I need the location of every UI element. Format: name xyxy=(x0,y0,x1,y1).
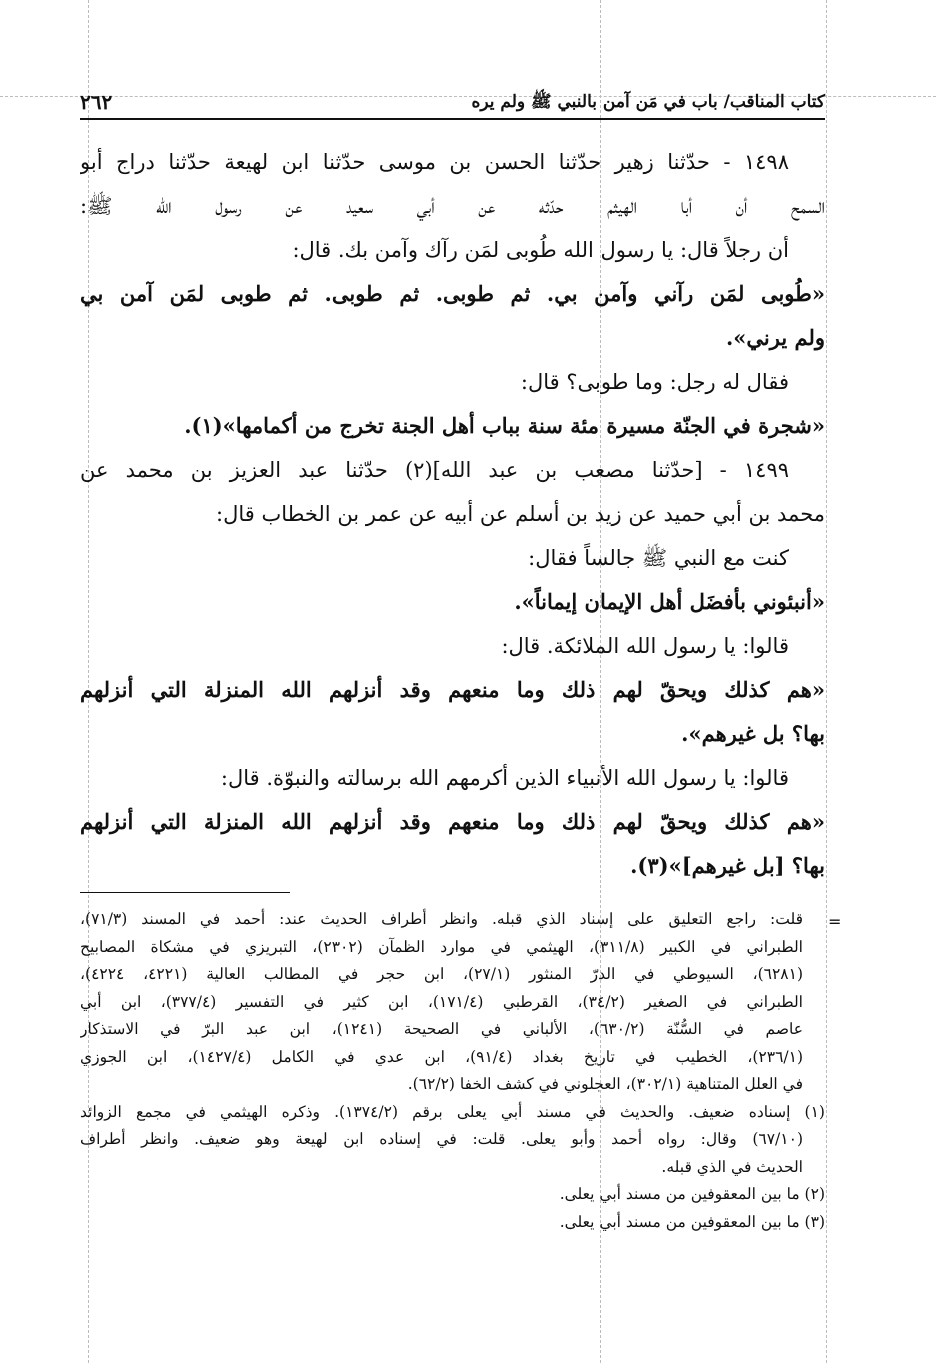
footnote-line: الحديث في الذي قبله. xyxy=(661,1157,803,1176)
page-header xyxy=(80,88,825,120)
footnote-3: (٣) ما بين المعقوفين من مسند أبي يعلى. xyxy=(559,1212,825,1231)
footnote-separator xyxy=(80,892,290,893)
prophet-saying-line: «هم كذلك ويحقّ لهم ذلك وما منعهم وقد أنزلهم الله المنزلة التي أنزلهم xyxy=(80,809,825,834)
running-title: كتاب المناقب/ باب في مَن آمن بالنبي ﷺ ولم يره xyxy=(471,92,825,112)
footnote-2: (٢) ما بين المعقوفين من مسند أبي يعلى. xyxy=(559,1185,825,1203)
text-line: ١٤٩٨ - حدّثنا زهير حدّثنا الحسن بن موسى حدّثنا ابن لهيعة حدّثنا دراج أبو xyxy=(80,150,789,174)
text-line: محمد بن أبي حميد عن زيد بن أسلم عن أبيه عن عمر بن الخطاب قال: xyxy=(216,502,825,526)
footnote-line: (٦٢٨١)، السيوطي في الدرّ المنثور (٢٧/١)، ابن حجر في المطالب العالية (٤٢٢١، ٤٢٢٤)، xyxy=(80,965,803,983)
footnote-1: (١) إسناده ضعيف. والحديث في مسند أبي يعلى برقم (١٣٧٤/٢). وذكره الهيثمي في مجمع الزوائد xyxy=(80,1102,825,1121)
footnote-line: (٦٧/١٠) وقال: رواه أحمد وأبو يعلى. قلت: في إسناده ابن لهيعة وهو ضعيف. وانظر أطراف xyxy=(80,1130,803,1148)
prophet-saying-line: بها؟ [بل غيرهم]»(٣). xyxy=(630,853,825,878)
prophet-saying-line: بها؟ بل غيرهم». xyxy=(681,721,825,746)
prophet-saying-line: ولم يرني». xyxy=(725,325,825,350)
crop-guide-right xyxy=(826,0,827,1363)
footnote-line: قلت: راجع التعليق على إسناد الذي قبله. وانظر أطراف الحديث عند: أحمد في المسند (٧١/٣)، xyxy=(80,910,803,928)
prophet-saying-line: «أنبئوني بأفضَل أهل الإيمان إيماناً». xyxy=(514,589,825,614)
prophet-saying-line: «شجرة في الجنّة مسيرة مئة سنة بباب أهل الجنة تخرج من أكمامها»(١). xyxy=(184,413,825,438)
footnote-line: الطبراني في الصغير (٣٤/٢)، القرطبي (١٧١/٤)، ابن كثير في التفسير (٣٧٧/٤)، ابن أبي xyxy=(80,992,803,1011)
text-line: ١٤٩٩ - [حدّثنا مصعب بن عبد الله](٢) حدّثنا عبد العزيز بن محمد عن xyxy=(80,458,790,482)
continuation-marker: = xyxy=(828,912,842,931)
footnote-line: عاصم في السُّنّة (٦٣٠/٢)، الألباني في الصحيحة (١٢٤١)، ابن عبد البرّ في الاستذكار xyxy=(80,1020,803,1038)
text-line: أن رجلاً قال: يا رسول الله طُوبى لمَن رآك وآمن بك. قال: xyxy=(292,238,789,262)
footnote-line: الطبراني في الكبير (٣١١/٨)، الهيثمي في موارد الظمآن (٢٣٠٢)، التبريزي في مشكاة المصابيح xyxy=(80,937,803,956)
book-page xyxy=(80,88,825,1328)
text-line: فقال له رجل: وما طوبى؟ قال: xyxy=(520,370,789,394)
footnote-line: في العلل المتناهية (٣٠٢/١)، العجلوني في كشف الخفا (٦٢/٢). xyxy=(407,1075,803,1093)
text-line: قالوا: يا رسول الله الأنبياء الذين أكرمهم الله برسالته والنبوّة. قال: xyxy=(220,766,789,790)
text-line: كنت مع النبي ﷺ جالساً فقال: xyxy=(528,546,789,570)
footnote-line: (٢٣٦/١)، الخطيب في تاريخ بغداد (٩١/٤)، ابن عدي في الكامل (١٤٢٧/٤)، ابن الجوزي xyxy=(80,1047,804,1066)
page-number: ٢٦٢ xyxy=(80,90,113,114)
text-line: السمح أن أبا الهيثم حدّثه عن أبي سعيد عن رسول الله ﷺ: xyxy=(80,194,825,218)
prophet-saying-line: «طُوبى لمَن رآني وآمن بي. ثم طوبى. ثم طوبى. ثم طوبى لمَن آمن بي xyxy=(80,281,825,306)
footnotes xyxy=(80,906,825,1236)
text-line: قالوا: يا رسول الله الملائكة. قال: xyxy=(501,634,789,658)
hadith-text xyxy=(80,140,825,888)
prophet-saying-line: «هم كذلك ويحقّ لهم ذلك وما منعهم وقد أنزلهم الله المنزلة التي أنزلهم xyxy=(80,677,825,702)
